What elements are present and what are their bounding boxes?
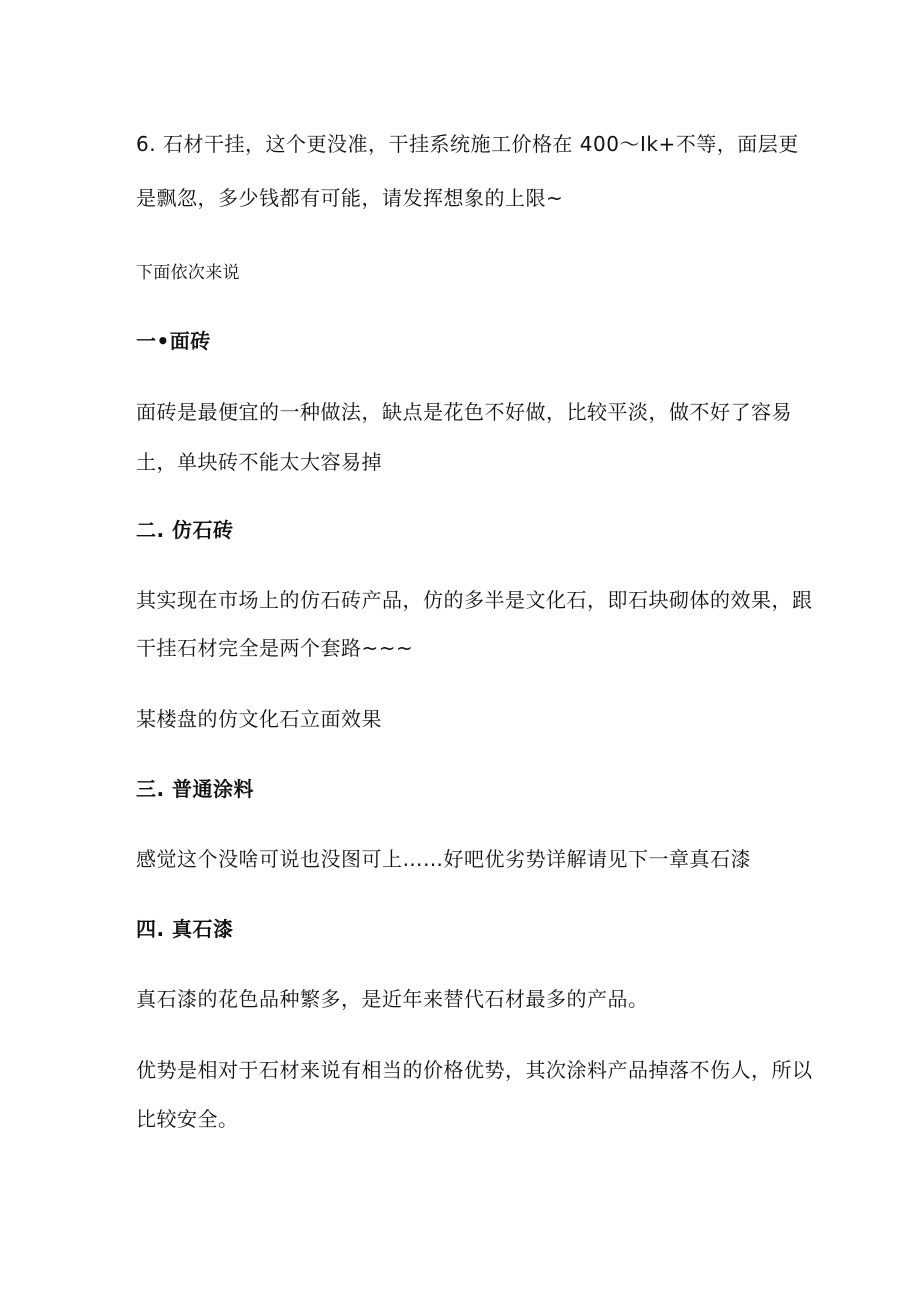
paragraph-imitation-stone-line-1: 其实现在市场上的仿石砖产品，仿的多半是文化石，即石块砌体的效果，跟 xyxy=(136,588,813,612)
heading-imitation-stone-brick: 二. 仿石砖 xyxy=(136,518,234,542)
caption-imitation-culture-stone: 某楼盘的仿文化石立面效果 xyxy=(136,707,382,731)
paragraph-stone-line-1: 6. 石材干挂，这个更没准，干挂系统施工价格在 400～Ik+不等，面层更 xyxy=(136,132,799,156)
paragraph-real-stone-paint: 真石漆的花色品种繁多，是近年来替代石材最多的产品。 xyxy=(136,987,649,1011)
paragraph-ordinary-paint: 感觉这个没啥可说也没图可上……好吧优劣势详解请见下一章真石漆 xyxy=(136,847,751,871)
paragraph-face-brick-line-2: 土，单块砖不能太大容易掉 xyxy=(136,450,382,474)
intro-text: 下面依次来说 xyxy=(136,263,240,283)
paragraph-advantages-line-1: 优势是相对于石材来说有相当的价格优势，其次涂料产品掉落不伤人，所以 xyxy=(136,1058,813,1082)
heading-face-brick: 一•面砖 xyxy=(136,329,211,353)
heading-real-stone-paint: 四. 真石漆 xyxy=(136,917,234,941)
paragraph-advantages-line-2: 比较安全。 xyxy=(136,1107,239,1131)
paragraph-stone-line-2: 是飘忽，多少钱都有可能，请发挥想象的上限~ xyxy=(136,186,564,210)
heading-ordinary-paint: 三. 普通涂料 xyxy=(136,777,255,801)
paragraph-imitation-stone-line-2: 干挂石材完全是两个套路~~~ xyxy=(136,636,414,660)
paragraph-face-brick-line-1: 面砖是最便宜的一种做法，缺点是花色不好做，比较平淡，做不好了容易 xyxy=(136,400,792,424)
